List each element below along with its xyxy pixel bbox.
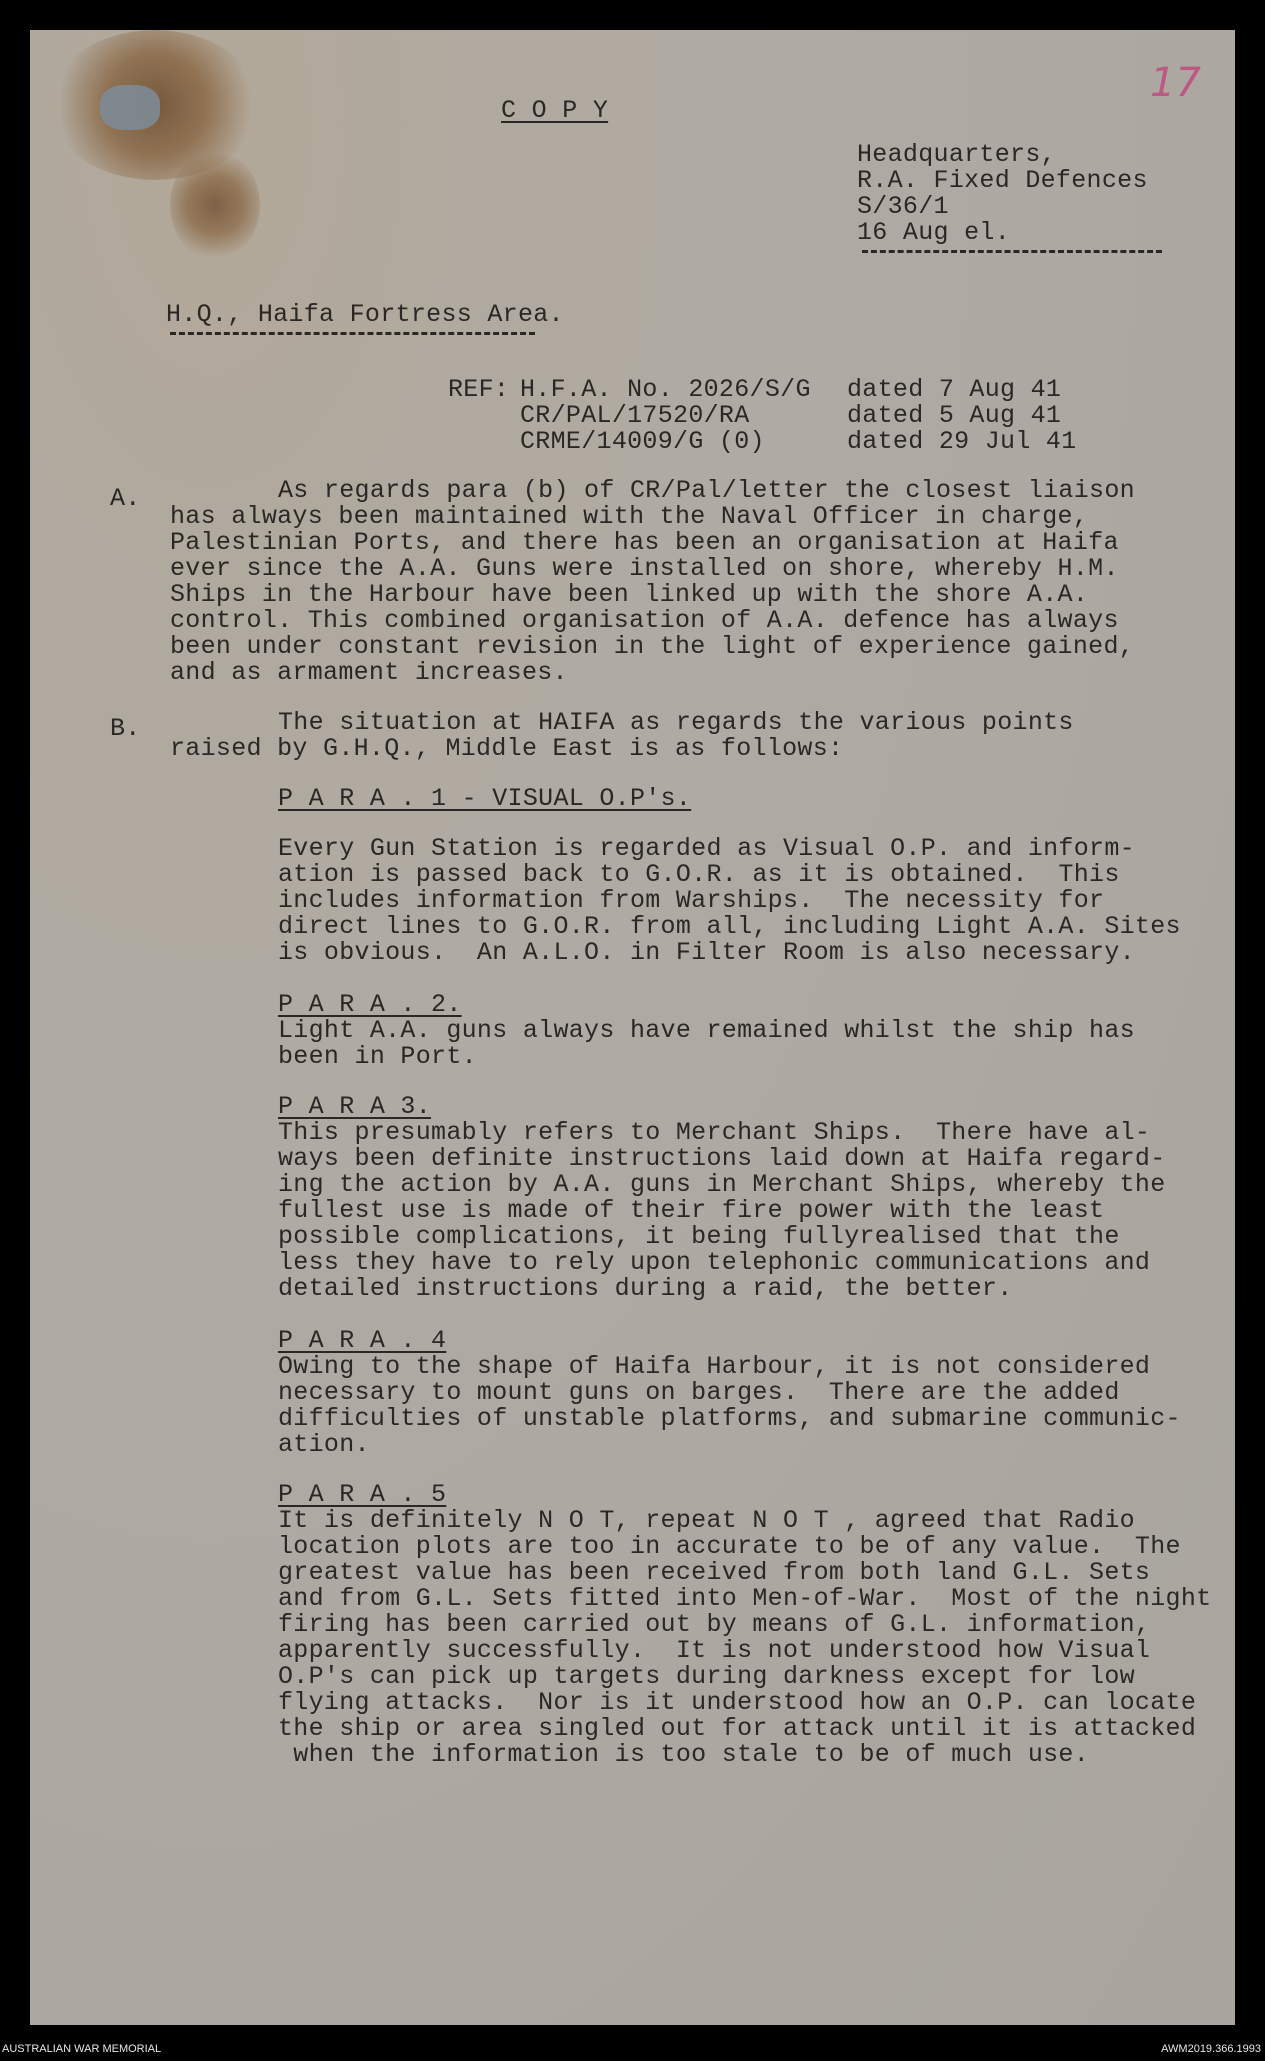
body-line: been in Port. — [278, 1042, 477, 1071]
body-line: and as armament increases. — [170, 658, 568, 687]
body-line: ation is passed back to G.O.R. as it is obtained. This — [278, 860, 1120, 889]
body-line: and from G.L. Sets fitted into Men-of-War. Most of the night — [278, 1584, 1212, 1613]
body-line: less they have to rely upon telephonic communications and — [278, 1248, 1151, 1277]
ref-date: dated 5 Aug 41 — [847, 401, 1062, 430]
para-heading: P A R A 3. — [278, 1092, 432, 1121]
body-line: ation. — [278, 1430, 370, 1459]
body-line: As regards para (b) of CR/Pal/letter the closest liaison — [278, 476, 1135, 505]
ref-date: dated 7 Aug 41 — [847, 375, 1062, 404]
body-line: ever since the A.A. Guns were installed on shore, whereby H.M. — [170, 554, 1119, 583]
body-line: the ship or area singled out for attack until it is attacked — [278, 1714, 1197, 1743]
body-line: ing the action by A.A. guns in Merchant Ships, whereby the — [278, 1170, 1166, 1199]
addressee-rule — [170, 332, 535, 335]
body-line: greatest value has been received from both land G.L. Sets — [278, 1558, 1151, 1587]
body-line: Light A.A. guns always have remained whilst the ship has — [278, 1016, 1135, 1045]
body-line: includes information from Warships. The necessity for — [278, 886, 1105, 915]
body-line: difficulties of unstable platforms, and submarine communic- — [278, 1404, 1181, 1433]
body-line: firing has been carried out by means of G.L. information, — [278, 1610, 1151, 1639]
archive-reference: AWM2019.366.1993 — [1161, 2043, 1261, 2055]
body-line: direct lines to G.O.R. from all, including Light A.A. Sites — [278, 912, 1181, 941]
document-page — [30, 30, 1235, 2025]
archive-credit: AUSTRALIAN WAR MEMORIAL — [2, 2043, 162, 2055]
body-line: The situation at HAIFA as regards the various points — [278, 708, 1074, 737]
body-line: raised by G.H.Q., Middle East is as follows: — [170, 734, 844, 763]
body-line: is obvious. An A.L.O. in Filter Room is also necessary. — [278, 938, 1135, 967]
header-line: R.A. Fixed Defences — [857, 166, 1148, 195]
body-line: necessary to mount guns on barges. There are the added — [278, 1378, 1120, 1407]
ref-label: REF: — [448, 375, 510, 404]
para-heading: P A R A . 5 — [278, 1480, 447, 1509]
body-line: O.P's can pick up targets during darkness except for low — [278, 1662, 1135, 1691]
body-line: This presumably refers to Merchant Ships. There have al- — [278, 1118, 1151, 1147]
header-rule — [862, 250, 1162, 253]
ref-number: CRME/14009/G (0) — [520, 427, 765, 456]
body-line: Owing to the shape of Haifa Harbour, it is not considered — [278, 1352, 1151, 1381]
water-stain — [170, 150, 260, 260]
section-marker: B. — [110, 714, 141, 743]
body-line: Every Gun Station is regarded as Visual O.P. and inform- — [278, 834, 1135, 863]
section-marker: A. — [110, 484, 141, 513]
body-line: been under constant revision in the light of experience gained, — [170, 632, 1135, 661]
tape-residue — [100, 85, 160, 130]
ref-date: dated 29 Jul 41 — [847, 427, 1077, 456]
body-line: when the information is too stale to be of much use. — [278, 1740, 1090, 1769]
header-line: Headquarters, — [857, 140, 1056, 169]
body-line: apparently successfully. It is not understood how Visual — [278, 1636, 1151, 1665]
ref-number: H.F.A. No. 2026/S/G — [520, 375, 811, 404]
body-line: control. This combined organisation of A.A. defence has always — [170, 606, 1119, 635]
body-line: Ships in the Harbour have been linked up with the shore A.A. — [170, 580, 1089, 609]
body-line: detailed instructions during a raid, the better. — [278, 1274, 1013, 1303]
para-heading: P A R A . 2. — [278, 990, 462, 1019]
body-line: possible complications, it being fullyrealised that the — [278, 1222, 1120, 1251]
addressee: H.Q., Haifa Fortress Area. — [166, 300, 564, 329]
body-line: has always been maintained with the Naval Officer in charge, — [170, 502, 1089, 531]
handwritten-page-number: 17 — [1150, 60, 1201, 106]
body-line: ways been definite instructions laid down at Haifa regard- — [278, 1144, 1166, 1173]
para-heading: P A R A . 1 - VISUAL O.P's. — [278, 784, 692, 813]
ref-number: CR/PAL/17520/RA — [520, 401, 750, 430]
header-line: 16 Aug el. — [857, 218, 1011, 247]
body-line: Palestinian Ports, and there has been an organisation at Haifa — [170, 528, 1119, 557]
body-line: It is definitely N O T, repeat N O T , agreed that Radio — [278, 1506, 1135, 1535]
para-heading: P A R A . 4 — [278, 1326, 447, 1355]
body-line: flying attacks. Nor is it understood how an O.P. can locate — [278, 1688, 1197, 1717]
document-title: C O P Y — [501, 96, 609, 125]
body-line: fullest use is made of their fire power with the least — [278, 1196, 1105, 1225]
header-line: S/36/1 — [857, 192, 949, 221]
body-line: location plots are too in accurate to be of any value. The — [278, 1532, 1181, 1561]
